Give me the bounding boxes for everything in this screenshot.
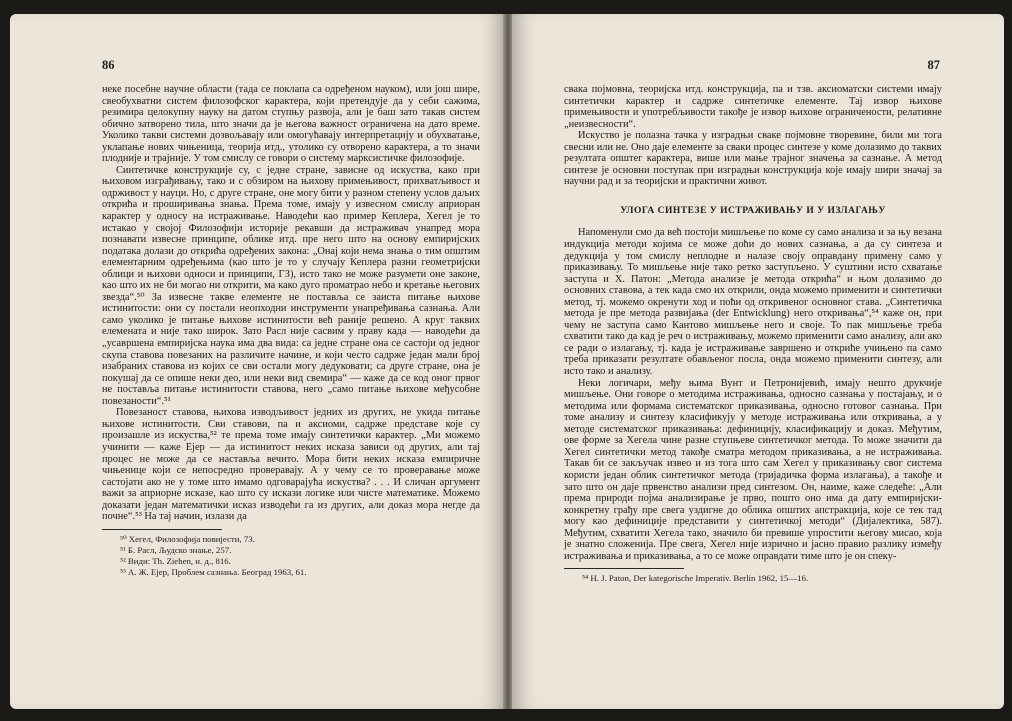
paragraph: Повезаност ставова, њихова изводљивост једних из других, не укида питање њихове истинитости. Сви ставови, па и аксиоми, садрже представе које су произашле из искуства,⁵² те према томе имају синтетички карактер. „Ми можемо учинити — каже Ејер — да истинитост неких исказа зависи од других, али тај процес не може да се наставља вечито. Мора бити неких исказа емпиричне чињенице који се непосредно проверавају. А у чему се то проверавање може састојати ако не у томе што имамо одговарајућа искуства? . . . И сличан аргумент важи за априорне исказе, као што су искази логике или чисте математике. Можемо доказати један математички исказ изводећи га из других, али доказ мора негде да почне“.⁵³ На тај начин, излази да: [102, 407, 480, 523]
paragraph: Неки логичари, међу њима Вунт и Петронијевић, имају нешто друкчије мишљење. Они говоре о методима истраживања, односно сазнања у постајању, и о методима или формама систематског приказивања, односно готовог сазнања. При томе анализу и синтезу класификују у методе истраживања или откривања, а у методе систематског приказивања: дефиницију, класификацију и доказ. Међутим, ове форме за Хегела чине разне ступњеве синтетичког метода. То може значити да Хегел синтетички метод такође сматра методом приказивања, а не истраживања. Такав би се закључак извео и из тога што сам Хегел у приказивању свог система користи један облик синтетичког метода (тријадичка форма излагања), а такође и зато што он даје првенство анализи пред синтезом. Он, наиме, каже следеће: „Али према природи појма анализирање је прво, пошто оно има да дату емпиријски-конкретну грађу пре свега уздигне до облика општих апстракција, које се тек тад могу као дефиниције представити у синтетичкој методи“ (Дијалектика, 587). Међутим, схватити Хегела тако, значило би превише упростити његову мисао, која је знатно сложенија. Пре свега, Хегел није изрично и јасно правио разлику између истраживања и приказивања, а то се може оправдати тиме што је он спеку-: [564, 377, 942, 562]
footnote: ⁵⁴ H. J. Paton, Der kategorische Imperativ. Berlin 1962, 15—16.: [582, 573, 809, 584]
left-page-body: [102, 84, 480, 578]
footnote: ⁵⁰ Хегел, Филозофија повијести, 73.: [120, 533, 255, 544]
footnote: ⁵³ А. Ж. Ејер, Проблем сазнања. Београд 1963, 61.: [120, 566, 307, 577]
left-page: [10, 14, 504, 709]
footnote-divider: [102, 529, 222, 530]
right-page-body: [564, 84, 942, 584]
paragraph: свака појмовна, теоријска итд. конструкција, па и тзв. аксиоматски системи имају синтетички карактер и садрже синтетичке елементе. Тај извор њихове примењивости и употребљивости такође је извор њихове ограничености, релативне „неизвесности“.: [564, 84, 942, 130]
section-heading: УЛОГА СИНТЕЗЕ У ИСТРАЖИВАЊУ И У ИЗЛАГАЊУ: [620, 205, 886, 216]
paragraph: неке посебне научне области (тада се поклапа са одређеном науком), или још шире, свеобухватни систем филозофског карактера, који претендује да у себи сажима, резимира целокупну науку на датом ступњу развоја, али је баш зато такав систем обично затворено тила, што значи да је његова важност ограничена на дато време. Уколико такви системи дозвољавају или омогућавају интерпретацију и обухватање, уклапање нових чињеница, теорија итд., утолико су отворено карактера, а то значи плодније и трајније. У том смислу се говори о систему марксистичке филозофије.: [102, 84, 480, 165]
page-number-right: 87: [927, 58, 940, 72]
footnote-divider: [564, 568, 684, 569]
page-number-left: 86: [102, 58, 115, 72]
paragraph: Синтетичке конструкције су, с једне стране, зависне од искуства, како при њиховом изграђивању, тако и с обзиром на њихову примењивост, прихватљивост и одрживост у науци. Но, с друге стране, оне могу бити у разном степену услов даљих открића и проширивања знања. Према томе, имају у извесном смислу априоран карактер у односу на истраживање. Наводећи као пример Кеплера, Хегел је то истакао у својој Филозофији историје рекавши да истраживач унапред мора познавати извесне принципе, облике итд. пре него што на основу емпиријских података долази до открића одређених закона: „Онај који нема знања о тим општим елементарним одређењима (као што је то у случају Кеплера разни геометријски облици и њихови односи и принципи, ГЗ), исто тако не може разумети оне законе, као што их не би могао ни открити, ма како дуго проматрао небо и кретање његових звезда“.⁵⁰ За извесне такве елементе не поставља се заиста питање њихове истинитости: они су постали неопходни инструменти унапређивања сазнања. Али само уколико је питање њихове истинитости већ раније решено. А круг таквих елемената и није тако широк. Зато Расл није сасвим у праву када — наводећи да „усавршена емпиријска наука има два вида: са једне стране она се састоји од једног скупа ставова повезаних на различите начине, и који често садрже један мали број изабраних ставова из којих се сви остали могу дедуковати; са друге стране, она је покушај да се опише неки део, или неки вид свемира“ — каже да се код оног првог не поставља питање истинитости ставова, него „само питање њихове међусобне повезаности“.⁵¹: [102, 164, 480, 407]
paragraph: Напоменули смо да већ постоји мишљење по коме су само анализа и за њу везана индукција методи којима се може доћи до нових сазнања, а да су синтеза и дедукција у том смислу неплодне и налазе своју оправдану примену само у приказивању. То мишљење није тако ретко заступљено. У суштини исто схватање заступа и Х. Патон: „Метода анализе је метода открића“ и њом долазимо до основних ставова, а тек када смо их открили, онда можемо применити и синтетички метод, тј. можемо окренути ход и поћи од откривеног основног става. „Синтетичка метода је пре метода развијања (der Entwicklung) него откривања“,⁵⁴ каже он, при чему не заступа само Кантово мишљење него и своје. То пак мишљење треба схватити тако да кад је реч о истраживању, можемо применити само анализу, али ако се ради о излагању, тј. када је истраживање завршено и откриће учињено па само треба приказати резултате обављеног посла, онда можемо применити синтезу, али исто тако и анализу.: [564, 227, 942, 378]
footnote: ⁵¹ Б. Расл, Људско знање, 257.: [120, 544, 232, 555]
footnote: ⁵² Види: Th. Ziehen, н. д., 816.: [120, 555, 231, 566]
paragraph: Искуство је полазна тачка у изградњи сваке појмовне творевине, били ми тога свесни или не. Оно даје елементе за сваки процес синтезе у коме долазимо до таквих резултата општег карактера, више или мање трајног значења за сазнање. А метод синтезе је основни поступак при изградњи конструкција које имају шири значај за научни рад и за теоријски и практични живот.: [564, 130, 942, 188]
right-page: [512, 14, 1004, 709]
